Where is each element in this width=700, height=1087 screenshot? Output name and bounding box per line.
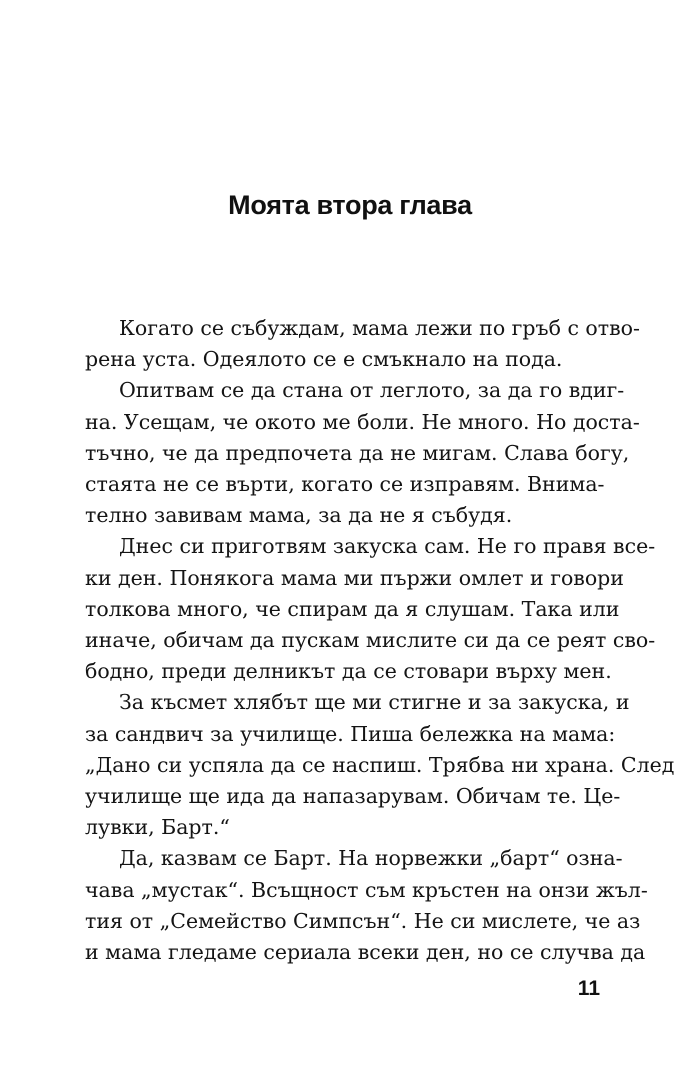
page-number: 11 (577, 977, 600, 1000)
text-line: чава „мустак“. Всъщност съм кръстен на онзи жъл- (85, 877, 648, 902)
text-line: на. Усещам, че окото ме боли. Не много. Но доста- (85, 409, 640, 434)
text-line: рена уста. Одеялото се е смъкнало на пода. (85, 347, 563, 372)
chapter-title: Моята втора глава (228, 190, 472, 220)
text-line: лувки, Барт.“ (85, 815, 230, 840)
text-line: толкова много, че спирам да я слушам. Така или (85, 596, 620, 621)
text-line: училище ще ида да напазарувам. Обичам те. Це- (85, 784, 621, 809)
text-line: Опитвам се да стана от леглото, за да го вдиг- (119, 378, 625, 403)
text-line: Днес си приготвям закуска сам. Не го правя все- (119, 534, 656, 559)
text-line: тия от „Семейство Симпсън“. Не си мислете, че аз (85, 908, 641, 933)
text-line: телно завивам мама, за да не я събудя. (85, 503, 513, 528)
text-line: за сандвич за училище. Пиша бележка на мама: (85, 721, 616, 746)
text-line: ки ден. Понякога мама ми пържи омлет и говори (85, 565, 624, 590)
text-line: стаята не се върти, когато се изправям. Внима- (85, 472, 605, 497)
text-line: „Дано си успяла да се наспиш. Трябва ни храна. След (85, 752, 675, 777)
text-line: Да, казвам се Барт. На норвежки „барт“ озна- (119, 846, 623, 871)
text-line: тъчно, че да предпочета да не мигам. Слава богу, (85, 440, 630, 465)
text-line: иначе, обичам да пускам мислите си да се реят сво- (85, 628, 656, 653)
text-line: Когато се събуждам, мама лежи по гръб с отво- (119, 316, 640, 340)
text-line: За късмет хлябът ще ми стигне и за закуска, и (119, 690, 630, 715)
text-line: и мама гледаме сериала всеки ден, но се случва да (85, 940, 646, 965)
body-text (85, 313, 675, 968)
text-line: бодно, преди делникът да се стовари върху мен. (85, 659, 612, 684)
